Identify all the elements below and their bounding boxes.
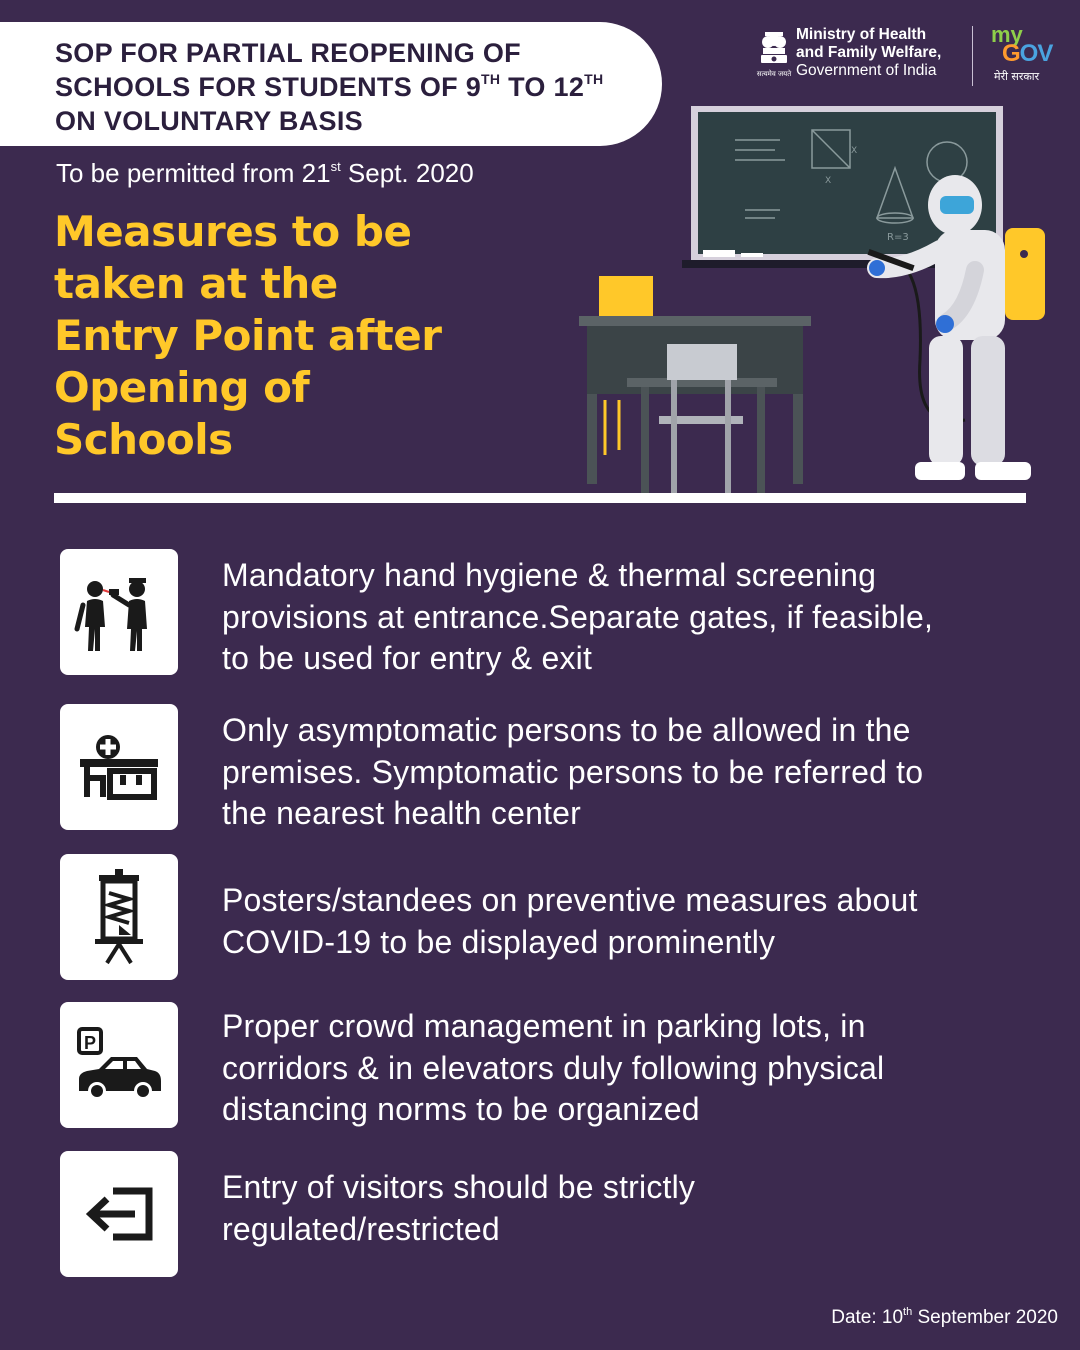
measure-text-4	[222, 1006, 1042, 1131]
ministry-line-3: Government of India	[796, 62, 937, 79]
permit-text: To be permitted from 21	[56, 158, 331, 188]
ministry-name	[796, 26, 941, 80]
heading-line-4: Opening of	[54, 363, 310, 412]
measure-1-line-2: provisions at entrance.Separate gates, if feasible,	[222, 598, 934, 635]
health-center-icon-box	[60, 704, 178, 830]
mygov-ov: OV	[1019, 40, 1053, 67]
measure-text-3	[222, 880, 1042, 963]
measure-text-5	[222, 1167, 1042, 1250]
measure-5-line-1: Entry of visitors should be strictly	[222, 1169, 696, 1205]
standee-poster-icon	[89, 869, 149, 965]
date-text: Date: 10	[831, 1307, 904, 1328]
mygov-gov	[1002, 40, 1052, 68]
measure-4-line-2: corridors & in elevators duly following physical	[222, 1049, 885, 1086]
date-text-end: September 2020	[912, 1307, 1058, 1328]
parking-letter: P	[83, 1033, 97, 1053]
permit-date	[56, 158, 474, 189]
measure-3-line-2: COVID-19 to be displayed prominently	[222, 923, 776, 960]
classroom-sanitizing-illustration	[575, 100, 1055, 500]
ministry-line-2: and Family Welfare,	[796, 44, 942, 61]
title-line-2-text-b: TO 12	[500, 72, 585, 102]
board-mark-1: X	[851, 146, 858, 156]
measure-1-line-1: Mandatory hand hygiene & thermal screening	[222, 557, 877, 593]
measure-text-2	[222, 710, 1042, 835]
title-superscript-1: TH	[481, 71, 501, 87]
emblem-caption: सत्यमेव जयते	[756, 70, 792, 78]
title-line-3: ON VOLUNTARY BASIS	[55, 106, 363, 136]
title-line-2	[55, 70, 632, 104]
standee-poster-icon-box	[60, 854, 178, 980]
title-banner	[0, 22, 662, 146]
measure-2-line-3: the nearest health center	[222, 795, 582, 831]
logo-divider	[972, 26, 973, 86]
parking-car-icon	[71, 1025, 167, 1105]
measure-5-line-2: regulated/restricted	[222, 1210, 500, 1247]
publication-date	[831, 1307, 1058, 1329]
board-label: R=3	[887, 232, 909, 243]
measure-2-line-2: premises. Symptomatic persons to be referred to	[222, 753, 924, 790]
permit-superscript: st	[330, 159, 341, 174]
thermal-screening-icon-box	[60, 549, 178, 675]
heading-line-2: taken at the	[54, 259, 338, 308]
title-line-2-text-a: SCHOOLS FOR STUDENTS OF 9	[55, 72, 482, 102]
health-center-icon	[74, 727, 164, 807]
entry-arrow-icon	[79, 1179, 159, 1249]
measure-2-line-1: Only asymptomatic persons to be allowed in the	[222, 712, 911, 748]
mygov-logo	[988, 22, 1058, 86]
heading-line-3: Entry Point after	[54, 311, 442, 360]
measure-text-1	[222, 555, 1042, 680]
section-divider	[54, 493, 1026, 503]
mygov-my: my	[991, 22, 1023, 47]
thermal-screening-icon	[69, 567, 169, 657]
main-heading	[54, 206, 524, 466]
title-superscript-2: TH	[584, 71, 604, 87]
title-line-1: SOP FOR PARTIAL REOPENING OF	[55, 38, 521, 68]
measure-1-line-3: to be used for entry & exit	[222, 640, 593, 676]
board-mark-2: X	[825, 176, 832, 186]
measure-4-line-1: Proper crowd management in parking lots, in	[222, 1008, 866, 1044]
date-superscript: th	[903, 1306, 913, 1318]
permit-text-end: Sept. 2020	[340, 158, 474, 188]
measure-3-line-1: Posters/standees on preventive measures about	[222, 882, 918, 918]
mygov-g: G	[1002, 40, 1020, 67]
measure-4-line-3: distancing norms to be organized	[222, 1091, 700, 1127]
logos	[756, 22, 1056, 90]
heading-line-1: Measures to be	[54, 207, 412, 256]
parking-car-icon-box	[60, 1002, 178, 1128]
national-emblem-icon	[756, 28, 792, 84]
ministry-line-1: Ministry of Health	[796, 26, 927, 43]
entry-arrow-icon-box	[60, 1151, 178, 1277]
heading-line-5: Schools	[54, 415, 233, 464]
mygov-tagline: मेरी सरकार	[994, 70, 1040, 83]
